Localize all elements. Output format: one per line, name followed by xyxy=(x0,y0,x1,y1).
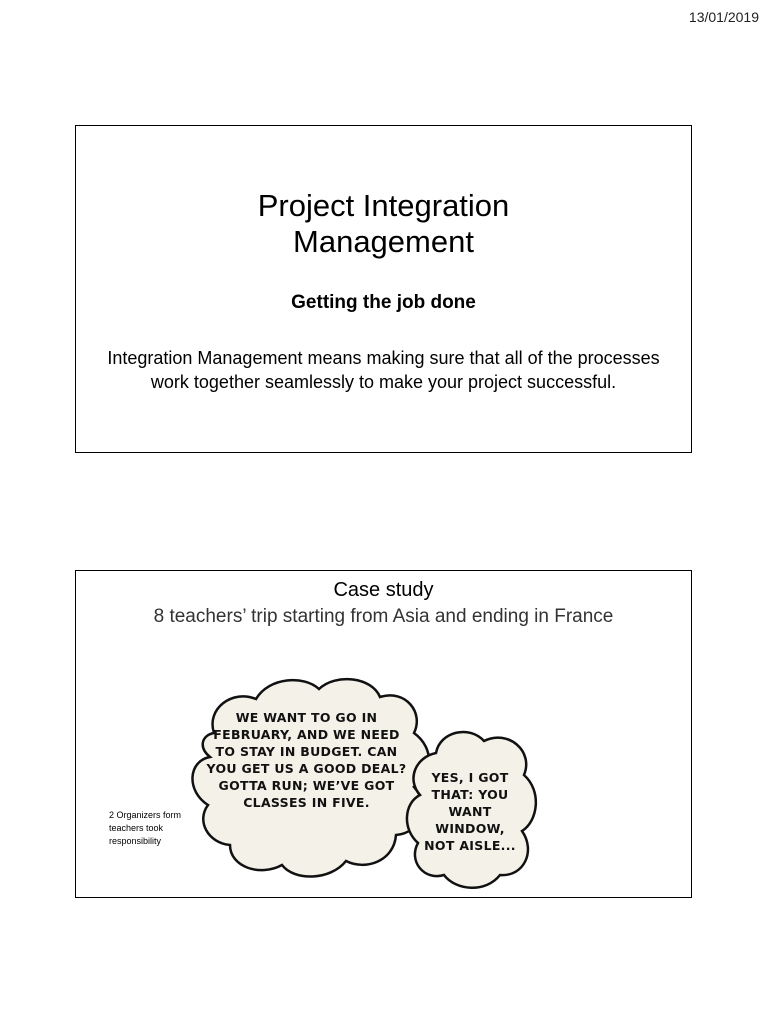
speech-bubbles-cartoon xyxy=(174,671,544,896)
slide-project-integration xyxy=(75,125,692,453)
slide-subtitle: 8 teachers’ trip starting from Asia and ending in France xyxy=(153,606,614,627)
slide-case-study xyxy=(75,570,692,898)
slide-title xyxy=(76,188,691,260)
slide-title: Case study xyxy=(333,579,434,601)
page-date: 13/01/2019 xyxy=(688,9,759,25)
speech-bubble-right-text: YES, I GOT THAT: YOU WANT WINDOW, NOT AISLE... xyxy=(424,770,516,853)
side-note: 2 Organizers form teachers took responsibility xyxy=(109,810,182,846)
title-line-2: Management xyxy=(293,224,474,259)
title-line-1: Project Integration xyxy=(257,188,510,223)
speech-bubble-left-text: WE WANT TO GO IN FEBRUARY, AND WE NEED TO STAY IN BUDGET. CAN YOU GET US A GOOD DEAL? GOTTA RUN; WE’VE GOT CLASSES IN FIVE. xyxy=(206,710,407,810)
slide-body-text: Integration Management means making sure that all of the processes work together seamlessly to make your project successful. xyxy=(107,348,660,392)
slide-subtitle: Getting the job done xyxy=(291,292,476,313)
